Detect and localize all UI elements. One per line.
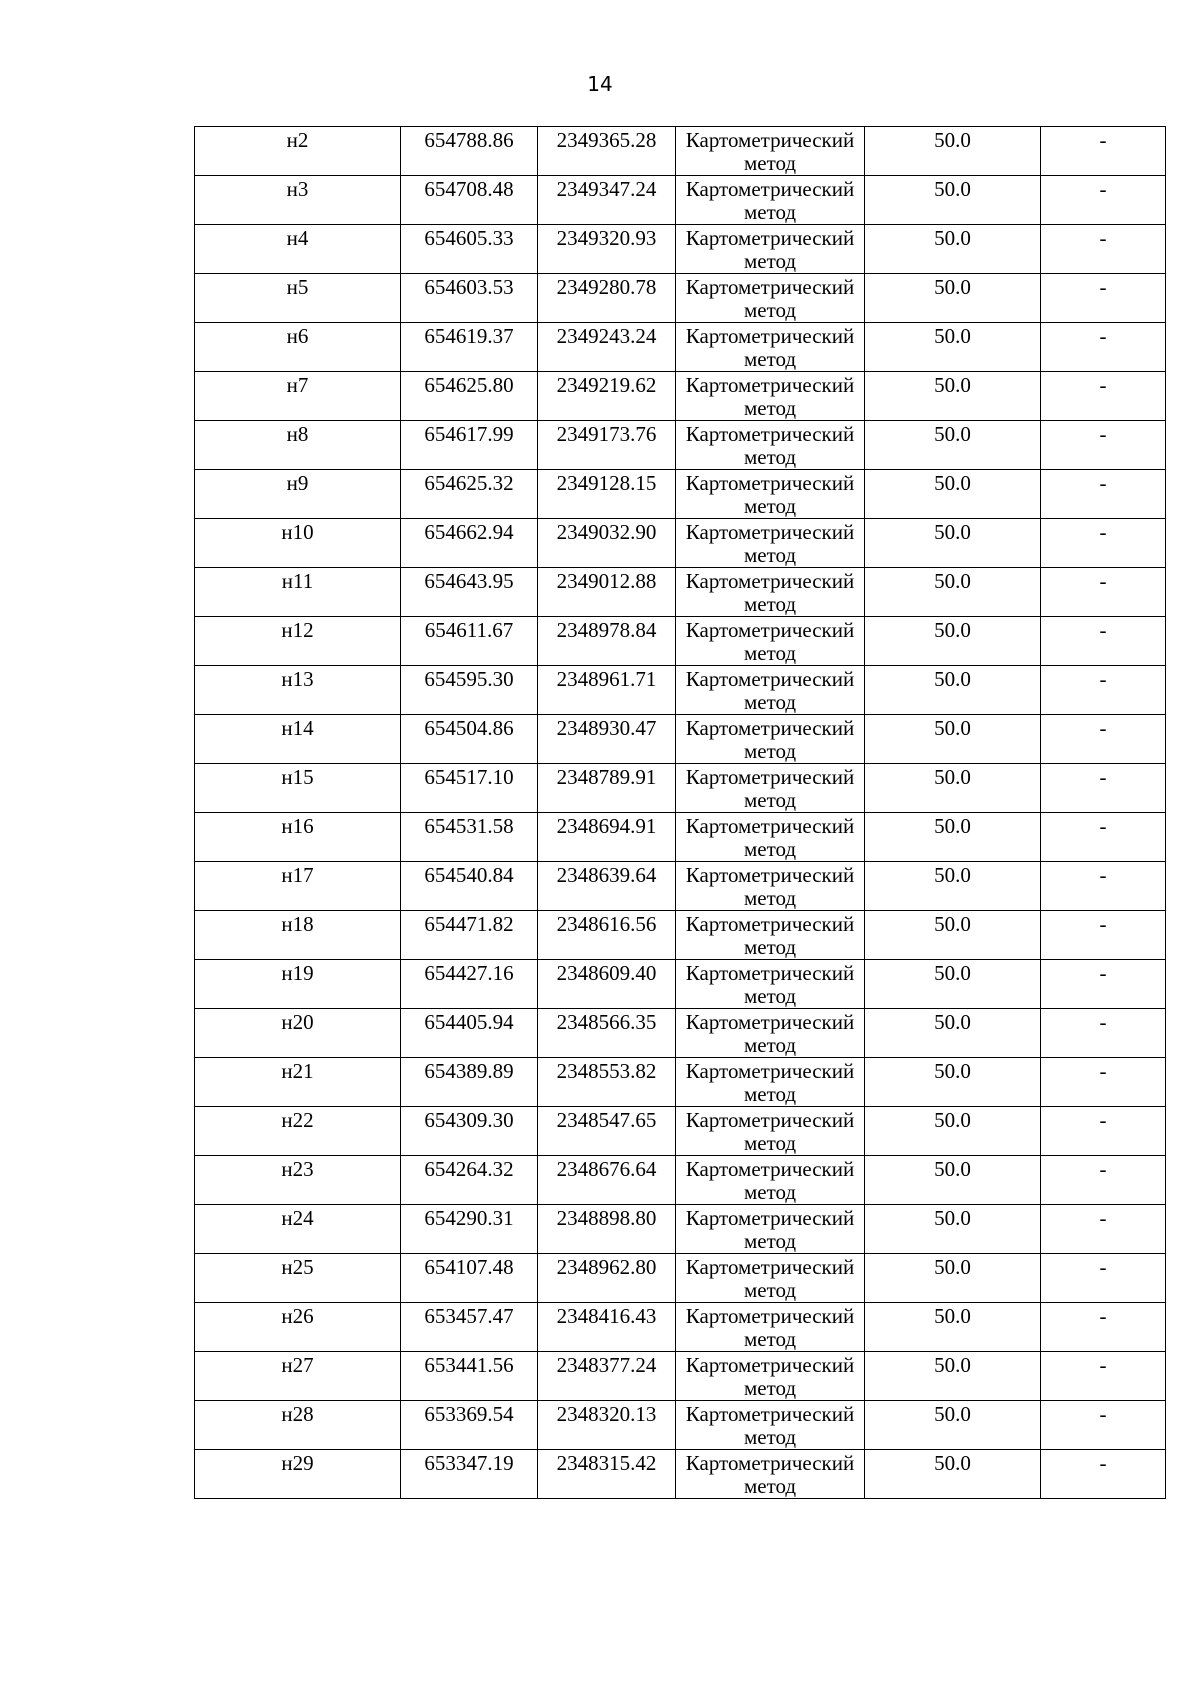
y-coordinate-cell: 2348547.65 — [538, 1107, 676, 1156]
table-row — [195, 127, 1166, 176]
point-cell: н13 — [195, 666, 401, 715]
table-row — [195, 715, 1166, 764]
method-cell — [676, 1401, 865, 1450]
method-text-line1: Картометрический — [685, 177, 855, 201]
y-coordinate-cell: 2348962.80 — [538, 1254, 676, 1303]
x-coordinate-cell: 654611.67 — [401, 617, 538, 666]
point-cell: н18 — [195, 911, 401, 960]
method-text-line1: Картометрический — [685, 520, 855, 544]
point-cell: н3 — [195, 176, 401, 225]
note-cell: - — [1041, 1352, 1166, 1401]
table-row — [195, 1009, 1166, 1058]
method-cell — [676, 862, 865, 911]
method-text-line2: метод — [743, 1082, 797, 1106]
method-cell — [676, 568, 865, 617]
method-text-line2: метод — [743, 592, 797, 616]
method-text-line2: метод — [743, 396, 797, 420]
note-cell: - — [1041, 666, 1166, 715]
method-cell — [676, 323, 865, 372]
x-coordinate-cell: 654517.10 — [401, 764, 538, 813]
method-cell — [676, 1450, 865, 1499]
y-coordinate-cell: 2349347.24 — [538, 176, 676, 225]
x-coordinate-cell: 654531.58 — [401, 813, 538, 862]
point-cell: н15 — [195, 764, 401, 813]
table-row — [195, 470, 1166, 519]
note-cell: - — [1041, 323, 1166, 372]
point-cell: н7 — [195, 372, 401, 421]
method-cell — [676, 911, 865, 960]
table-row — [195, 519, 1166, 568]
x-coordinate-cell: 654309.30 — [401, 1107, 538, 1156]
note-cell: - — [1041, 862, 1166, 911]
method-cell — [676, 617, 865, 666]
method-text-line2: метод — [743, 1327, 797, 1351]
point-cell: н28 — [195, 1401, 401, 1450]
point-cell: н6 — [195, 323, 401, 372]
point-cell: н5 — [195, 274, 401, 323]
y-coordinate-cell: 2349280.78 — [538, 274, 676, 323]
table-row — [195, 1303, 1166, 1352]
note-cell: - — [1041, 1107, 1166, 1156]
point-cell: н25 — [195, 1254, 401, 1303]
note-cell: - — [1041, 1009, 1166, 1058]
note-cell: - — [1041, 568, 1166, 617]
note-cell: - — [1041, 127, 1166, 176]
method-text-line1: Картометрический — [685, 716, 855, 740]
point-cell: н2 — [195, 127, 401, 176]
y-coordinate-cell: 2348320.13 — [538, 1401, 676, 1450]
note-cell: - — [1041, 1058, 1166, 1107]
point-cell: н22 — [195, 1107, 401, 1156]
method-cell — [676, 470, 865, 519]
y-coordinate-cell: 2348553.82 — [538, 1058, 676, 1107]
note-cell: - — [1041, 715, 1166, 764]
note-cell: - — [1041, 372, 1166, 421]
point-cell: н12 — [195, 617, 401, 666]
method-text-line2: метод — [743, 886, 797, 910]
method-cell — [676, 519, 865, 568]
table-row — [195, 1401, 1166, 1450]
y-coordinate-cell: 2349032.90 — [538, 519, 676, 568]
note-cell: - — [1041, 960, 1166, 1009]
x-coordinate-cell: 654625.32 — [401, 470, 538, 519]
method-text-line1: Картометрический — [685, 275, 855, 299]
method-text-line2: метод — [743, 837, 797, 861]
x-coordinate-cell: 654605.33 — [401, 225, 538, 274]
y-coordinate-cell: 2349012.88 — [538, 568, 676, 617]
method-text-line2: метод — [743, 641, 797, 665]
method-cell — [676, 764, 865, 813]
accuracy-cell: 50.0 — [865, 960, 1041, 1009]
method-cell — [676, 1303, 865, 1352]
method-text-line2: метод — [743, 298, 797, 322]
note-cell: - — [1041, 1156, 1166, 1205]
x-coordinate-cell: 654625.80 — [401, 372, 538, 421]
x-coordinate-cell: 653369.54 — [401, 1401, 538, 1450]
accuracy-cell: 50.0 — [865, 862, 1041, 911]
method-text-line1: Картометрический — [685, 128, 855, 152]
method-cell — [676, 715, 865, 764]
method-cell — [676, 813, 865, 862]
method-text-line2: метод — [743, 494, 797, 518]
x-coordinate-cell: 654427.16 — [401, 960, 538, 1009]
accuracy-cell: 50.0 — [865, 470, 1041, 519]
x-coordinate-cell: 654708.48 — [401, 176, 538, 225]
method-text-line1: Картометрический — [685, 373, 855, 397]
y-coordinate-cell: 2348639.64 — [538, 862, 676, 911]
table-row — [195, 813, 1166, 862]
accuracy-cell: 50.0 — [865, 1450, 1041, 1499]
method-text-line2: метод — [743, 788, 797, 812]
method-text-line2: метод — [743, 984, 797, 1008]
y-coordinate-cell: 2348566.35 — [538, 1009, 676, 1058]
y-coordinate-cell: 2348416.43 — [538, 1303, 676, 1352]
point-cell: н14 — [195, 715, 401, 764]
method-text-line1: Картометрический — [685, 226, 855, 250]
point-cell: н26 — [195, 1303, 401, 1352]
accuracy-cell: 50.0 — [865, 764, 1041, 813]
method-text-line2: метод — [743, 1376, 797, 1400]
note-cell: - — [1041, 176, 1166, 225]
accuracy-cell: 50.0 — [865, 1107, 1041, 1156]
x-coordinate-cell: 654471.82 — [401, 911, 538, 960]
accuracy-cell: 50.0 — [865, 1058, 1041, 1107]
method-text-line2: метод — [743, 935, 797, 959]
method-text-line2: метод — [743, 543, 797, 567]
point-cell: н10 — [195, 519, 401, 568]
method-text-line2: метод — [743, 690, 797, 714]
method-text-line1: Картометрический — [685, 1402, 855, 1426]
x-coordinate-cell: 653347.19 — [401, 1450, 538, 1499]
table-row — [195, 1254, 1166, 1303]
y-coordinate-cell: 2348898.80 — [538, 1205, 676, 1254]
method-text-line1: Картометрический — [685, 667, 855, 691]
accuracy-cell: 50.0 — [865, 421, 1041, 470]
method-text-line2: метод — [743, 1180, 797, 1204]
accuracy-cell: 50.0 — [865, 519, 1041, 568]
accuracy-cell: 50.0 — [865, 127, 1041, 176]
method-text-line2: метод — [743, 1131, 797, 1155]
method-text-line1: Картометрический — [685, 1353, 855, 1377]
point-cell: н27 — [195, 1352, 401, 1401]
table-row — [195, 323, 1166, 372]
y-coordinate-cell: 2349128.15 — [538, 470, 676, 519]
method-text-line1: Картометрический — [685, 1255, 855, 1279]
accuracy-cell: 50.0 — [865, 225, 1041, 274]
accuracy-cell: 50.0 — [865, 813, 1041, 862]
note-cell: - — [1041, 470, 1166, 519]
x-coordinate-cell: 654788.86 — [401, 127, 538, 176]
accuracy-cell: 50.0 — [865, 1401, 1041, 1450]
method-text-line1: Картометрический — [685, 1304, 855, 1328]
coordinates-table-body — [195, 127, 1166, 1499]
method-cell — [676, 1254, 865, 1303]
method-text-line2: метод — [743, 1474, 797, 1498]
point-cell: н23 — [195, 1156, 401, 1205]
method-text-line1: Картометрический — [685, 618, 855, 642]
method-cell — [676, 225, 865, 274]
method-text-line1: Картометрический — [685, 324, 855, 348]
accuracy-cell: 50.0 — [865, 1352, 1041, 1401]
point-cell: н9 — [195, 470, 401, 519]
x-coordinate-cell: 653457.47 — [401, 1303, 538, 1352]
point-cell: н19 — [195, 960, 401, 1009]
x-coordinate-cell: 654595.30 — [401, 666, 538, 715]
table-row — [195, 617, 1166, 666]
note-cell: - — [1041, 1303, 1166, 1352]
note-cell: - — [1041, 1254, 1166, 1303]
table-row — [195, 666, 1166, 715]
table-row — [195, 568, 1166, 617]
method-text-line2: метод — [743, 1033, 797, 1057]
y-coordinate-cell: 2348676.64 — [538, 1156, 676, 1205]
table-row — [195, 1352, 1166, 1401]
y-coordinate-cell: 2348961.71 — [538, 666, 676, 715]
x-coordinate-cell: 654290.31 — [401, 1205, 538, 1254]
y-coordinate-cell: 2349243.24 — [538, 323, 676, 372]
method-cell — [676, 176, 865, 225]
table-row — [195, 911, 1166, 960]
note-cell: - — [1041, 274, 1166, 323]
y-coordinate-cell: 2348930.47 — [538, 715, 676, 764]
method-text-line1: Картометрический — [685, 1010, 855, 1034]
note-cell: - — [1041, 764, 1166, 813]
table-row — [195, 225, 1166, 274]
x-coordinate-cell: 654107.48 — [401, 1254, 538, 1303]
y-coordinate-cell: 2349219.62 — [538, 372, 676, 421]
method-text-line2: метод — [743, 347, 797, 371]
method-text-line1: Картометрический — [685, 1451, 855, 1475]
table-row — [195, 1205, 1166, 1254]
table-row — [195, 372, 1166, 421]
page-number: 14 — [587, 72, 613, 96]
note-cell: - — [1041, 519, 1166, 568]
note-cell: - — [1041, 617, 1166, 666]
method-text-line2: метод — [743, 739, 797, 763]
y-coordinate-cell: 2348789.91 — [538, 764, 676, 813]
method-text-line2: метод — [743, 200, 797, 224]
method-text-line1: Картометрический — [685, 1108, 855, 1132]
accuracy-cell: 50.0 — [865, 1009, 1041, 1058]
method-cell — [676, 960, 865, 1009]
y-coordinate-cell: 2348694.91 — [538, 813, 676, 862]
method-cell — [676, 1009, 865, 1058]
method-cell — [676, 1156, 865, 1205]
point-cell: н4 — [195, 225, 401, 274]
x-coordinate-cell: 654405.94 — [401, 1009, 538, 1058]
accuracy-cell: 50.0 — [865, 911, 1041, 960]
method-text-line1: Картометрический — [685, 1059, 855, 1083]
method-text-line2: метод — [743, 445, 797, 469]
method-text-line1: Картометрический — [685, 471, 855, 495]
accuracy-cell: 50.0 — [865, 274, 1041, 323]
method-cell — [676, 421, 865, 470]
x-coordinate-cell: 654617.99 — [401, 421, 538, 470]
y-coordinate-cell: 2349365.28 — [538, 127, 676, 176]
table-row — [195, 421, 1166, 470]
note-cell: - — [1041, 1205, 1166, 1254]
note-cell: - — [1041, 421, 1166, 470]
point-cell: н17 — [195, 862, 401, 911]
method-text-line2: метод — [743, 1425, 797, 1449]
accuracy-cell: 50.0 — [865, 1254, 1041, 1303]
table-row — [195, 862, 1166, 911]
accuracy-cell: 50.0 — [865, 323, 1041, 372]
table-row — [195, 274, 1166, 323]
method-cell — [676, 1352, 865, 1401]
method-cell — [676, 1205, 865, 1254]
x-coordinate-cell: 654264.32 — [401, 1156, 538, 1205]
table-row — [195, 1156, 1166, 1205]
x-coordinate-cell: 653441.56 — [401, 1352, 538, 1401]
method-cell — [676, 666, 865, 715]
y-coordinate-cell: 2349320.93 — [538, 225, 676, 274]
note-cell: - — [1041, 911, 1166, 960]
point-cell: н11 — [195, 568, 401, 617]
point-cell: н21 — [195, 1058, 401, 1107]
accuracy-cell: 50.0 — [865, 1156, 1041, 1205]
accuracy-cell: 50.0 — [865, 617, 1041, 666]
point-cell: н8 — [195, 421, 401, 470]
accuracy-cell: 50.0 — [865, 666, 1041, 715]
method-text-line1: Картометрический — [685, 863, 855, 887]
note-cell: - — [1041, 1450, 1166, 1499]
x-coordinate-cell: 654619.37 — [401, 323, 538, 372]
table-row — [195, 1450, 1166, 1499]
method-cell — [676, 274, 865, 323]
x-coordinate-cell: 654662.94 — [401, 519, 538, 568]
accuracy-cell: 50.0 — [865, 568, 1041, 617]
note-cell: - — [1041, 813, 1166, 862]
method-cell — [676, 127, 865, 176]
table-row — [195, 764, 1166, 813]
method-text-line1: Картометрический — [685, 765, 855, 789]
method-cell — [676, 1058, 865, 1107]
method-text-line1: Картометрический — [685, 1157, 855, 1181]
accuracy-cell: 50.0 — [865, 176, 1041, 225]
table-row — [195, 1107, 1166, 1156]
method-text-line1: Картометрический — [685, 1206, 855, 1230]
y-coordinate-cell: 2348377.24 — [538, 1352, 676, 1401]
point-cell: н24 — [195, 1205, 401, 1254]
x-coordinate-cell: 654540.84 — [401, 862, 538, 911]
method-text-line2: метод — [743, 1278, 797, 1302]
method-text-line1: Картометрический — [685, 961, 855, 985]
point-cell: н16 — [195, 813, 401, 862]
y-coordinate-cell: 2348609.40 — [538, 960, 676, 1009]
method-cell — [676, 372, 865, 421]
method-text-line1: Картометрический — [685, 422, 855, 446]
table-row — [195, 176, 1166, 225]
accuracy-cell: 50.0 — [865, 1205, 1041, 1254]
method-text-line2: метод — [743, 151, 797, 175]
method-cell — [676, 1107, 865, 1156]
table-row — [195, 960, 1166, 1009]
point-cell: н20 — [195, 1009, 401, 1058]
method-text-line2: метод — [743, 249, 797, 273]
note-cell: - — [1041, 225, 1166, 274]
table-row — [195, 1058, 1166, 1107]
method-text-line2: метод — [743, 1229, 797, 1253]
y-coordinate-cell: 2348315.42 — [538, 1450, 676, 1499]
y-coordinate-cell: 2348616.56 — [538, 911, 676, 960]
x-coordinate-cell: 654504.86 — [401, 715, 538, 764]
method-text-line1: Картометрический — [685, 912, 855, 936]
x-coordinate-cell: 654389.89 — [401, 1058, 538, 1107]
method-text-line1: Картометрический — [685, 569, 855, 593]
coordinates-table — [194, 126, 1166, 1499]
accuracy-cell: 50.0 — [865, 372, 1041, 421]
point-cell: н29 — [195, 1450, 401, 1499]
x-coordinate-cell: 654643.95 — [401, 568, 538, 617]
y-coordinate-cell: 2349173.76 — [538, 421, 676, 470]
accuracy-cell: 50.0 — [865, 1303, 1041, 1352]
note-cell: - — [1041, 1401, 1166, 1450]
accuracy-cell: 50.0 — [865, 715, 1041, 764]
y-coordinate-cell: 2348978.84 — [538, 617, 676, 666]
method-text-line1: Картометрический — [685, 814, 855, 838]
x-coordinate-cell: 654603.53 — [401, 274, 538, 323]
